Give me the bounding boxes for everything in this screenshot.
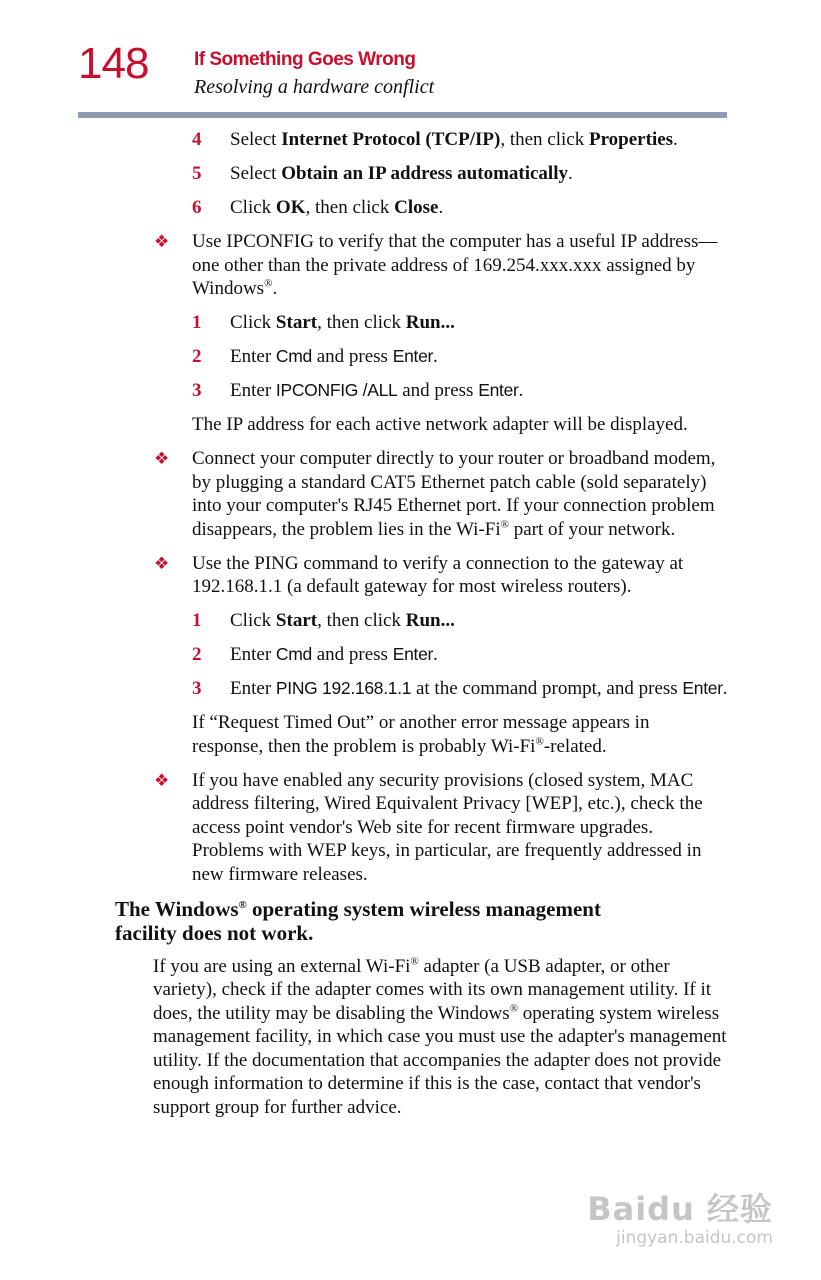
- step-bold-text: Start: [275, 610, 318, 631]
- registered-mark: ®: [509, 1002, 519, 1015]
- watermark: [587, 1184, 773, 1248]
- step-bold-text: Obtain an IP address automatically: [281, 163, 568, 184]
- watermark-url: jingyan.baidu.com: [616, 1228, 773, 1248]
- step-text: Enter: [230, 678, 276, 699]
- step-bold-text: Properties: [588, 129, 674, 150]
- step-text: Select: [230, 163, 282, 184]
- step-text: Enter: [230, 346, 276, 367]
- step-text: Select: [230, 129, 282, 150]
- step-number: 2: [192, 346, 202, 367]
- step-text: Click: [230, 312, 276, 333]
- step-number: 1: [192, 610, 202, 631]
- chapter-title: If Something Goes Wrong: [194, 49, 416, 70]
- step-number: 2: [192, 644, 202, 665]
- step-b-1: [192, 311, 730, 335]
- step-text: , then click: [305, 197, 395, 218]
- step-text: Enter: [230, 380, 276, 401]
- note-text-end: -related.: [543, 735, 607, 757]
- command-text: Cmd: [275, 346, 312, 366]
- registered-mark: ®: [264, 277, 273, 290]
- step-text: Enter: [230, 644, 276, 665]
- step-text: .: [722, 678, 728, 699]
- body-text: If you are using an external Wi-Fi: [153, 955, 411, 977]
- bullet-ipconfig: [154, 230, 727, 301]
- step-bold-text: OK: [275, 197, 306, 218]
- step-b-2: [192, 345, 730, 369]
- timeout-note: [192, 711, 722, 758]
- command-text: Cmd: [275, 644, 312, 664]
- key-name: Enter: [478, 380, 519, 400]
- heading-text: The Windows: [115, 896, 239, 921]
- bullet-connect: [154, 447, 727, 541]
- problem-heading: [115, 897, 715, 945]
- step-bold-text: Run...: [405, 610, 455, 631]
- bullet-text: Connect your computer directly to your router or broadband modem, by plugging a standard CAT5 Ethernet patch cable (sold separately) into your computer's RJ45 Ethernet port. If your connection problem disappears, the problem lies in the Wi-Fi: [192, 448, 716, 540]
- step-5: [192, 162, 730, 186]
- diamond-bullet-icon: ❖: [154, 232, 170, 251]
- step-text: .: [433, 644, 438, 665]
- step-text: and press: [311, 644, 393, 665]
- step-text: .: [568, 163, 573, 184]
- bullet-text: Use the PING command to verify a connection to the gateway at 192.168.1.1 (a default gateway for most wireless routers).: [192, 552, 684, 597]
- key-name: Enter: [392, 346, 434, 366]
- bullet-text-end: .: [272, 278, 278, 299]
- step-text: , then click: [500, 129, 589, 150]
- bullet-text: If you have enabled any security provisions (closed system, MAC address filtering, Wired Equivalent Privacy [WEP], etc.), check the access point vendor's Web site for recent firmware upgrades. Problems with WEP keys, in particular, are frequently addressed in new firmware releases.: [192, 769, 703, 885]
- step-text: , then click: [317, 312, 406, 333]
- step-text: and press: [311, 346, 393, 367]
- step-text: .: [438, 197, 444, 218]
- step-bold-text: Start: [275, 312, 318, 333]
- bullet-ping: [154, 552, 727, 599]
- bullet-security: [154, 769, 727, 887]
- step-c-1: [192, 609, 730, 633]
- step-number: 3: [192, 678, 202, 699]
- step-6: [192, 196, 730, 220]
- step-number: 5: [192, 163, 202, 184]
- step-bold-text: Run...: [405, 312, 455, 333]
- page-content: [0, 128, 821, 1119]
- body-text: operating system wireless management facility, in which case you must use the adapter's management utility. If the documentation that accompanies the adapter does not provide enough information to determine if this is the case, contact that vendor's support group for further advice.: [153, 1002, 727, 1118]
- step-bold-text: Internet Protocol (TCP/IP): [281, 129, 501, 150]
- step-bold-text: Close: [394, 197, 439, 218]
- step-b-3: [192, 379, 730, 403]
- note-text: If “Request Timed Out” or another error message appears in response, then the problem is probably Wi-Fi: [192, 712, 650, 757]
- command-text: PING 192.168.1.1: [275, 678, 412, 698]
- step-number: 6: [192, 197, 202, 218]
- step-number: 3: [192, 380, 202, 401]
- bullet-text: Use IPCONFIG to verify that the computer has a useful IP address—one other than the private address of 169.254.xxx.xxx assigned by Windows: [192, 231, 718, 299]
- registered-mark: ®: [500, 518, 509, 531]
- diamond-bullet-icon: ❖: [154, 449, 170, 468]
- diamond-bullet-icon: ❖: [154, 770, 170, 790]
- bullet-text-end: part of your network.: [509, 518, 676, 540]
- step-c-2: [192, 643, 730, 667]
- registered-mark: ®: [535, 735, 544, 748]
- watermark-logo: Baidu 经验: [587, 1190, 773, 1228]
- step-text: , then click: [317, 610, 406, 631]
- key-name: Enter: [392, 644, 434, 664]
- step-number: 4: [192, 129, 202, 150]
- step-text: .: [518, 380, 524, 401]
- heading-text-line2: facility does not work.: [115, 920, 314, 945]
- command-text: IPCONFIG /ALL: [275, 380, 398, 400]
- step-text: at the command prompt, and press: [411, 678, 683, 699]
- header-rule: [78, 112, 727, 118]
- section-title: Resolving a hardware conflict: [194, 76, 435, 98]
- diamond-bullet-icon: ❖: [154, 553, 170, 573]
- registered-mark: ®: [238, 898, 247, 911]
- step-c-3: [192, 677, 730, 701]
- ip-display-note: The IP address for each active network adapter will be displayed.: [192, 414, 688, 435]
- step-text: .: [673, 129, 678, 150]
- step-text: .: [433, 346, 438, 367]
- step-text: Click: [230, 197, 276, 218]
- key-name: Enter: [682, 678, 723, 698]
- step-text: Click: [230, 610, 276, 631]
- problem-body: [153, 955, 729, 1120]
- heading-text: operating system wireless management: [246, 896, 601, 921]
- body-text: adapter (a USB adapter, or other variety), check if the adapter comes with its own management utility. If it does, the utility may be disabling the Windows: [153, 955, 712, 1024]
- registered-mark: ®: [410, 955, 419, 968]
- step-number: 1: [192, 312, 202, 333]
- step-text: and press: [397, 380, 479, 401]
- page-number: 148: [78, 39, 149, 88]
- step-4: [192, 128, 730, 152]
